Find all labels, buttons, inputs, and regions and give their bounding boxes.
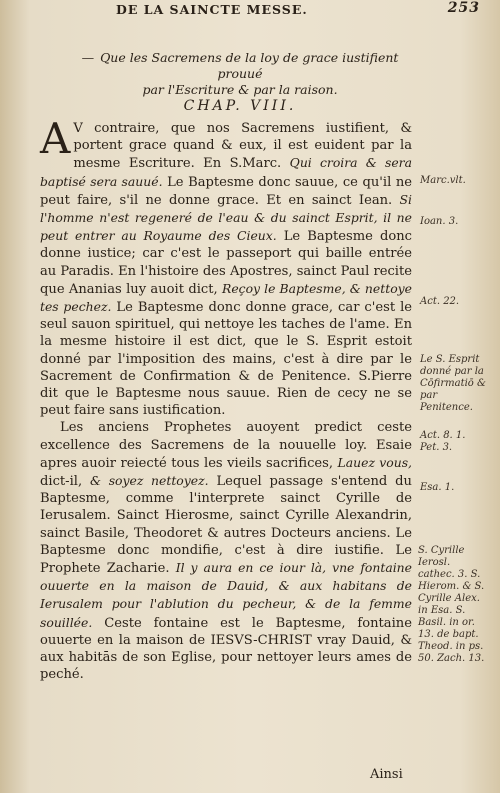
p2-text-2: dict-il, bbox=[40, 474, 91, 490]
catchword: Ainsi bbox=[370, 767, 403, 782]
margin-note-cyrille: S. Cyrille Ierosl. cathec. 3. S. Hierom. & S. Cyrille Alex. in Esa. S. Basil. in or. 13. de bapt. Theod. in ps. 50. Zach. 13. bbox=[418, 545, 485, 664]
margin-note-esa: Esa. 1. bbox=[420, 482, 455, 493]
summary-dash: — bbox=[81, 50, 95, 65]
margin-note-act22: Act. 22. bbox=[420, 296, 460, 307]
chapter-summary bbox=[60, 50, 420, 98]
summary-line-2: par l'Escriture & par la raison. bbox=[142, 82, 338, 97]
margin-note-esprit: Le S. Esprit donné par la Cōfirmatiō & par Penitence. bbox=[420, 354, 486, 413]
summary-line-1: Que les Sacremens de la loy de grace iustifient prouué bbox=[100, 50, 399, 81]
page-number: 253 bbox=[447, 0, 480, 16]
paragraph-2 bbox=[40, 419, 412, 683]
p1-quote-1: Qui croira & sera baptisé sera sauué. bbox=[40, 155, 412, 189]
p2-text-1: Les anciens Prophetes auoyent predict ceste excellence des Sacremens de la nouuelle loy. Esaie apres auoir reiecté tous les vieils sacrifices, bbox=[40, 420, 412, 471]
p2-quote-2: & soyez nettoyez. bbox=[90, 473, 209, 489]
p2-quote-3: Il y aura en ce iour là, vne fontaine ouuerte en la maison de Dauid, & aux habitans de Ierusalem pour l'ablution du pecheur, & de la femme souillée. bbox=[40, 560, 412, 630]
p1-text-3: Le Baptesme donc donne iustice; car c'est le passeport qui baille entrée au Paradis. En l'histoire des Apostres, sainct Paul recite que Ananias luy auoit dict, bbox=[40, 229, 412, 297]
main-text bbox=[40, 114, 413, 684]
p1-text-4: Le Baptesme donc donne grace, car c'est le seul sauon spirituel, qui nettoye les taches de l'ame. En la mesme histoire il est dict, que le S. Esprit estoit donné par l'imposition des mains, c'est à dire par le Sacrement de Confirmation & de Penitence. S.Pierre dit que le Baptesme nous sauue. Rien de cecy ne se peut faire sans iustification. bbox=[40, 300, 413, 419]
p1-quote-2: Si l'homme n'est regeneré de l'eau & du sainct Esprit, il ne peut entrer au Royaume des Cieux. bbox=[40, 191, 412, 244]
chapter-title: CHAP. VIII. bbox=[183, 98, 297, 114]
p1-text-1: V contraire, que nos Sacremens iustifient, & portent grace quand & eux, il est euident par la mesme Escriture. En S.Marc. bbox=[73, 121, 412, 172]
p2-text-3: Lequel passage s'entend du Baptesme, comme l'interprete sainct Cyrille de Ierusalem. Sainct Hierosme, sainct Cyrille Alexandrin, sainct Basile, Theodoret & autres Docteurs anciens. Le Baptesme donc mondifie, c'est à dire iustifie. Le Prophete Zacharie. bbox=[40, 474, 412, 577]
margin-note-ioan: Ioan. 3. bbox=[420, 216, 459, 227]
drop-cap: A bbox=[40, 114, 71, 163]
running-header bbox=[60, 0, 480, 22]
running-title: DE LA SAINCTE MESSE. bbox=[116, 2, 308, 17]
margin-note-marc: Marc.vlt. bbox=[420, 175, 466, 186]
p1-text-2: Le Baptesme donc sauue, ce qu'il ne peut faire, s'il ne donne grace. Et en sainct Iean. bbox=[40, 174, 413, 208]
p2-quote-1: Lauez vous, bbox=[337, 454, 412, 470]
p1-quote-3: Reçoy le Baptesme, & nettoye tes pechez. bbox=[40, 280, 412, 315]
paragraph-1 bbox=[40, 114, 413, 419]
p2-text-4: Ceste fontaine est le Baptesme, fontaine ouuerte en la maison de IESVS-CHRIST vray Dauid, & aux habitās de son Eglise, pour nettoyer leurs ames de peché. bbox=[40, 615, 412, 683]
margin-note-act8: Act. 8. 1. Pet. 3. bbox=[420, 430, 466, 453]
